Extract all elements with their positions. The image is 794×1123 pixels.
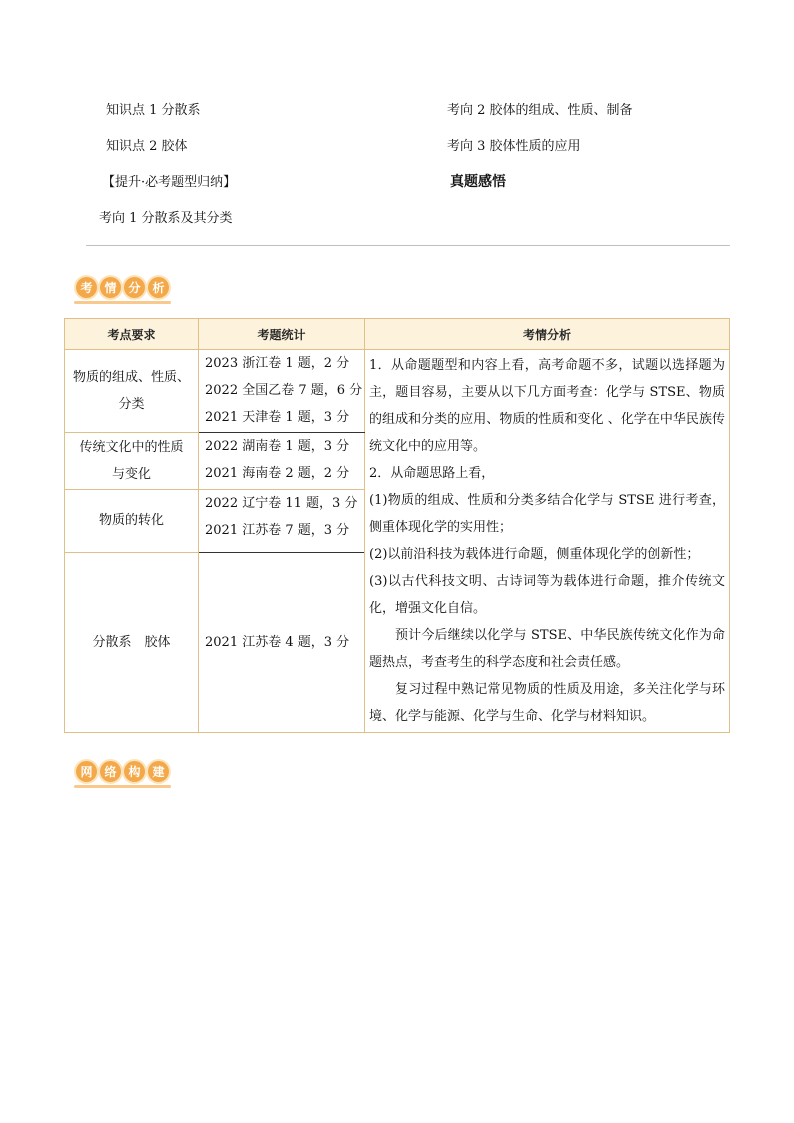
section-badge-exam-analysis <box>76 277 169 298</box>
requirement-cell <box>65 553 199 733</box>
statistics-cell <box>199 553 365 733</box>
badge-char: 分 <box>124 277 145 298</box>
badge-underline <box>74 785 171 788</box>
analysis-paragraph: (1)物质的组成、性质和分类多结合化学与 STSE 进行考查，侧重体现化学的实用性； <box>369 493 725 535</box>
badge-char: 情 <box>100 277 121 298</box>
requirement-text: 分散系 胶体 <box>92 635 171 651</box>
analysis-paragraph: (3)以古代科技文明、古诗词等为载体进行命题，推介传统文化，增强文化自信。 <box>369 574 725 616</box>
analysis-paragraph: 复习过程中熟记常见物质的性质及用途，多关注化学与环境、化学与能源、化学与生命、化学与材料知识。 <box>369 682 725 724</box>
badge-char: 析 <box>148 277 169 298</box>
requirement-text: 与变化 <box>111 467 151 483</box>
analysis-paragraph: (2)以前沿科技为载体进行命题，侧重体现化学的创新性； <box>369 547 700 562</box>
requirement-text: 分类 <box>118 397 145 413</box>
stat-line: 2022 辽宁卷 11 题，3 分 <box>205 495 358 511</box>
requirement-cell <box>65 489 199 552</box>
badge-underline <box>74 301 171 304</box>
analysis-paragraph: 1．从命题题型和内容上看，高考命题不多，试题以选择题为主，题目容易，主要从以下几方面考查：化学与 STSE、物质的组成和分类的应用、物质的性质和变化 、化学在中华民族传统文化中的应用等。 <box>369 358 725 454</box>
requirement-text: 传统文化中的性质 <box>79 440 184 456</box>
analysis-paragraph: 2．从命题思路上看， <box>369 466 495 481</box>
statistics-cell <box>199 350 365 433</box>
statistics-cell <box>199 433 365 489</box>
toc-item[interactable]: 考向 1 分散系及其分类 <box>99 211 233 226</box>
stat-line: 2022 湖南卷 1 题，3 分 <box>205 439 350 455</box>
analysis-cell <box>365 350 730 733</box>
column-header: 考点要求 <box>65 319 199 350</box>
stat-line: 2021 江苏卷 7 题，3 分 <box>205 522 350 538</box>
toc-item[interactable]: 【提升·必考题型归纳】 <box>102 175 237 190</box>
toc-item[interactable]: 知识点 1 分散系 <box>106 103 201 118</box>
stat-line: 2021 天津卷 1 题，3 分 <box>205 410 350 425</box>
toc-item[interactable]: 真题感悟 <box>450 174 506 190</box>
statistics-cell <box>199 489 365 552</box>
requirement-cell <box>65 433 199 489</box>
stat-line: 2023 浙江卷 1 题，2 分 <box>205 356 350 371</box>
badge-char: 构 <box>124 761 145 782</box>
requirement-text: 物质的转化 <box>98 513 164 529</box>
stat-line: 2021 海南卷 2 题，2 分 <box>205 466 350 482</box>
badge-char: 络 <box>100 761 121 782</box>
stat-line: 2022 全国乙卷 7 题，6 分 <box>205 383 363 398</box>
badge-char: 网 <box>76 761 97 782</box>
table-header-row <box>65 319 730 350</box>
badge-char: 考 <box>76 277 97 298</box>
toc-item[interactable]: 考向 2 胶体的组成、性质、制备 <box>447 103 633 118</box>
stat-line: 2021 江苏卷 4 题，3 分 <box>205 635 350 651</box>
badge-char: 建 <box>148 761 169 782</box>
section-badge-network-building <box>76 761 169 782</box>
requirement-text: 物质的组成、性质、 <box>72 370 190 386</box>
toc-item[interactable]: 知识点 2 胶体 <box>106 139 188 154</box>
column-header: 考题统计 <box>199 319 365 350</box>
exam-analysis-table <box>64 318 730 733</box>
divider-line <box>86 245 730 246</box>
column-header: 考情分析 <box>365 319 730 350</box>
table-row <box>65 350 730 433</box>
requirement-cell <box>65 350 199 433</box>
analysis-paragraph: 预计今后继续以化学与 STSE、中华民族传统文化作为命题热点，考查考生的科学态度和社会责任感。 <box>369 628 725 670</box>
toc-item[interactable]: 考向 3 胶体性质的应用 <box>447 139 581 154</box>
